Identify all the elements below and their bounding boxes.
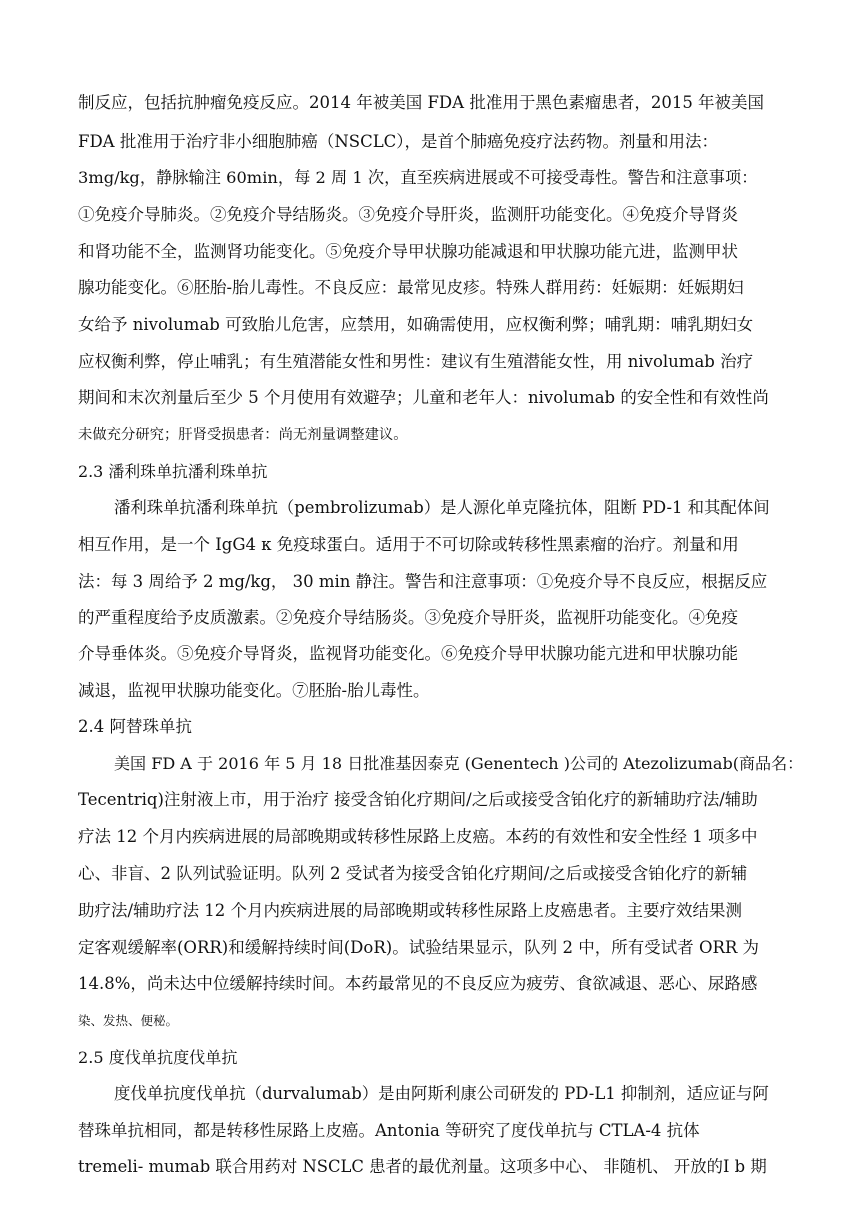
text-line: 度伐单抗度伐单抗（durvalumab）是由阿斯利康公司研发的 PD-L1 抑制剂，适应证与阿 (114, 1084, 769, 1103)
text-line: 14.8%，尚未达中位缓解持续时间。本药最常见的不良反应为疲劳、食欲减退、恶心、尿路感 (78, 974, 758, 993)
text-line: 疗法 12 个月内疾病进展的局部晚期或转移性尿路上皮癌。本药的有效性和安全性经 1 项多中 (78, 827, 758, 846)
text-line: 制反应，包括抗肿瘤免疫反应。2014 年被美国 FDA 批准用于黑色素瘤患者，2015 年被美国 (78, 93, 765, 112)
text-line: 的严重程度给予皮质激素。②免疫介导结肠炎。③免疫介导肝炎，监视肝功能变化。④免疫 (78, 608, 738, 627)
text-line: 减退，监视甲状腺功能变化。⑦胚胎-胎儿毒性。 (78, 681, 430, 700)
section-heading: 2.4 阿替珠单抗 (78, 717, 192, 736)
text-line: Tecentriq)注射液上市，用于治疗 接受含铂化疗期间/之后或接受含铂化疗的新辅助疗法/辅助 (78, 790, 758, 809)
text-line: 腺功能变化。⑥胚胎-胎儿毒性。不良反应：最常见皮疹。特殊人群用药：妊娠期：妊娠期妇 (78, 278, 744, 297)
text-line: 助疗法/辅助疗法 12 个月内疾病进展的局部晚期或转移性尿路上皮癌患者。主要疗效结果测 (78, 901, 743, 920)
text-line: 定客观缓解率(ORR)和缓解持续时间(DoR)。试验结果显示，队列 2 中，所有受试者 ORR 为 (78, 938, 760, 957)
text-line: 相互作用，是一个 IgG4 κ 免疫球蛋白。适用于不可切除或转移性黑素瘤的治疗。剂量和用 (78, 535, 739, 554)
text-line: 未做充分研究；肝肾受损患者：尚无剂量调整建议。 (78, 427, 408, 443)
text-line: 期间和末次剂量后至少 5 个月使用有效避孕；儿童和老年人：nivolumab 的安全性和有效性尚 (78, 388, 769, 407)
text-line: 应权衡利弊，停止哺乳；有生殖潜能女性和男性：建议有生殖潜能女性，用 nivolumab 治疗 (78, 352, 754, 371)
text-line: 和肾功能不全，监测肾功能变化。⑤免疫介导甲状腺功能减退和甲状腺功能亢进，监测甲状 (78, 242, 738, 261)
text-line: 法：每 3 周给予 2 mg/kg， 30 min 静注。警告和注意事项：①免疫介导不良反应，根据反应 (78, 572, 768, 591)
text-line: 潘利珠单抗潘利珠单抗（pembrolizumab）是人源化单克隆抗体，阻断 PD-1 和其配体间 (114, 498, 770, 517)
text-line: 美国 FD A 于 2016 年 5 月 18 日批准基因泰克 (Genentech )公司的 Atezolizumab(商品名： (114, 754, 804, 773)
text-line: 3mg/kg，静脉输注 60min，每 2 周 1 次，直至疾病进展或不可接受毒性。警告和注意事项： (78, 168, 758, 187)
text-line: 女给予 nivolumab 可致胎儿危害，应禁用，如确需使用，应权衡利弊；哺乳期：哺乳期妇女 (78, 315, 754, 334)
text-line: 替珠单抗相同，都是转移性尿路上皮癌。Antonia 等研究了度伐单抗与 CTLA-4 抗体 (78, 1121, 700, 1140)
text-line: 心、非盲、2 队列试验证明。队列 2 受试者为接受含铂化疗期间/之后或接受含铂化疗的新辅 (78, 864, 748, 883)
text-line: 介导垂体炎。⑤免疫介导肾炎，监视肾功能变化。⑥免疫介导甲状腺功能亢进和甲状腺功能 (78, 644, 738, 663)
text-line: ①免疫介导肺炎。②免疫介导结肠炎。③免疫介导肝炎，监测肝功能变化。④免疫介导肾炎 (78, 205, 738, 224)
text-line: 染、发热、便秘。 (78, 1013, 179, 1028)
text-line: FDA 批准用于治疗非小细胞肺癌（NSCLC），是首个肺癌免疫疗法药物。剂量和用法： (78, 132, 719, 151)
text-line: tremeli‐ mumab 联合用药对 NSCLC 患者的最优剂量。这项多中心、 非随机、 开放的Ⅰ b 期 (78, 1157, 767, 1176)
section-heading: 2.3 潘利珠单抗潘利珠单抗 (78, 462, 268, 481)
section-heading: 2.5 度伐单抗度伐单抗 (78, 1048, 238, 1067)
